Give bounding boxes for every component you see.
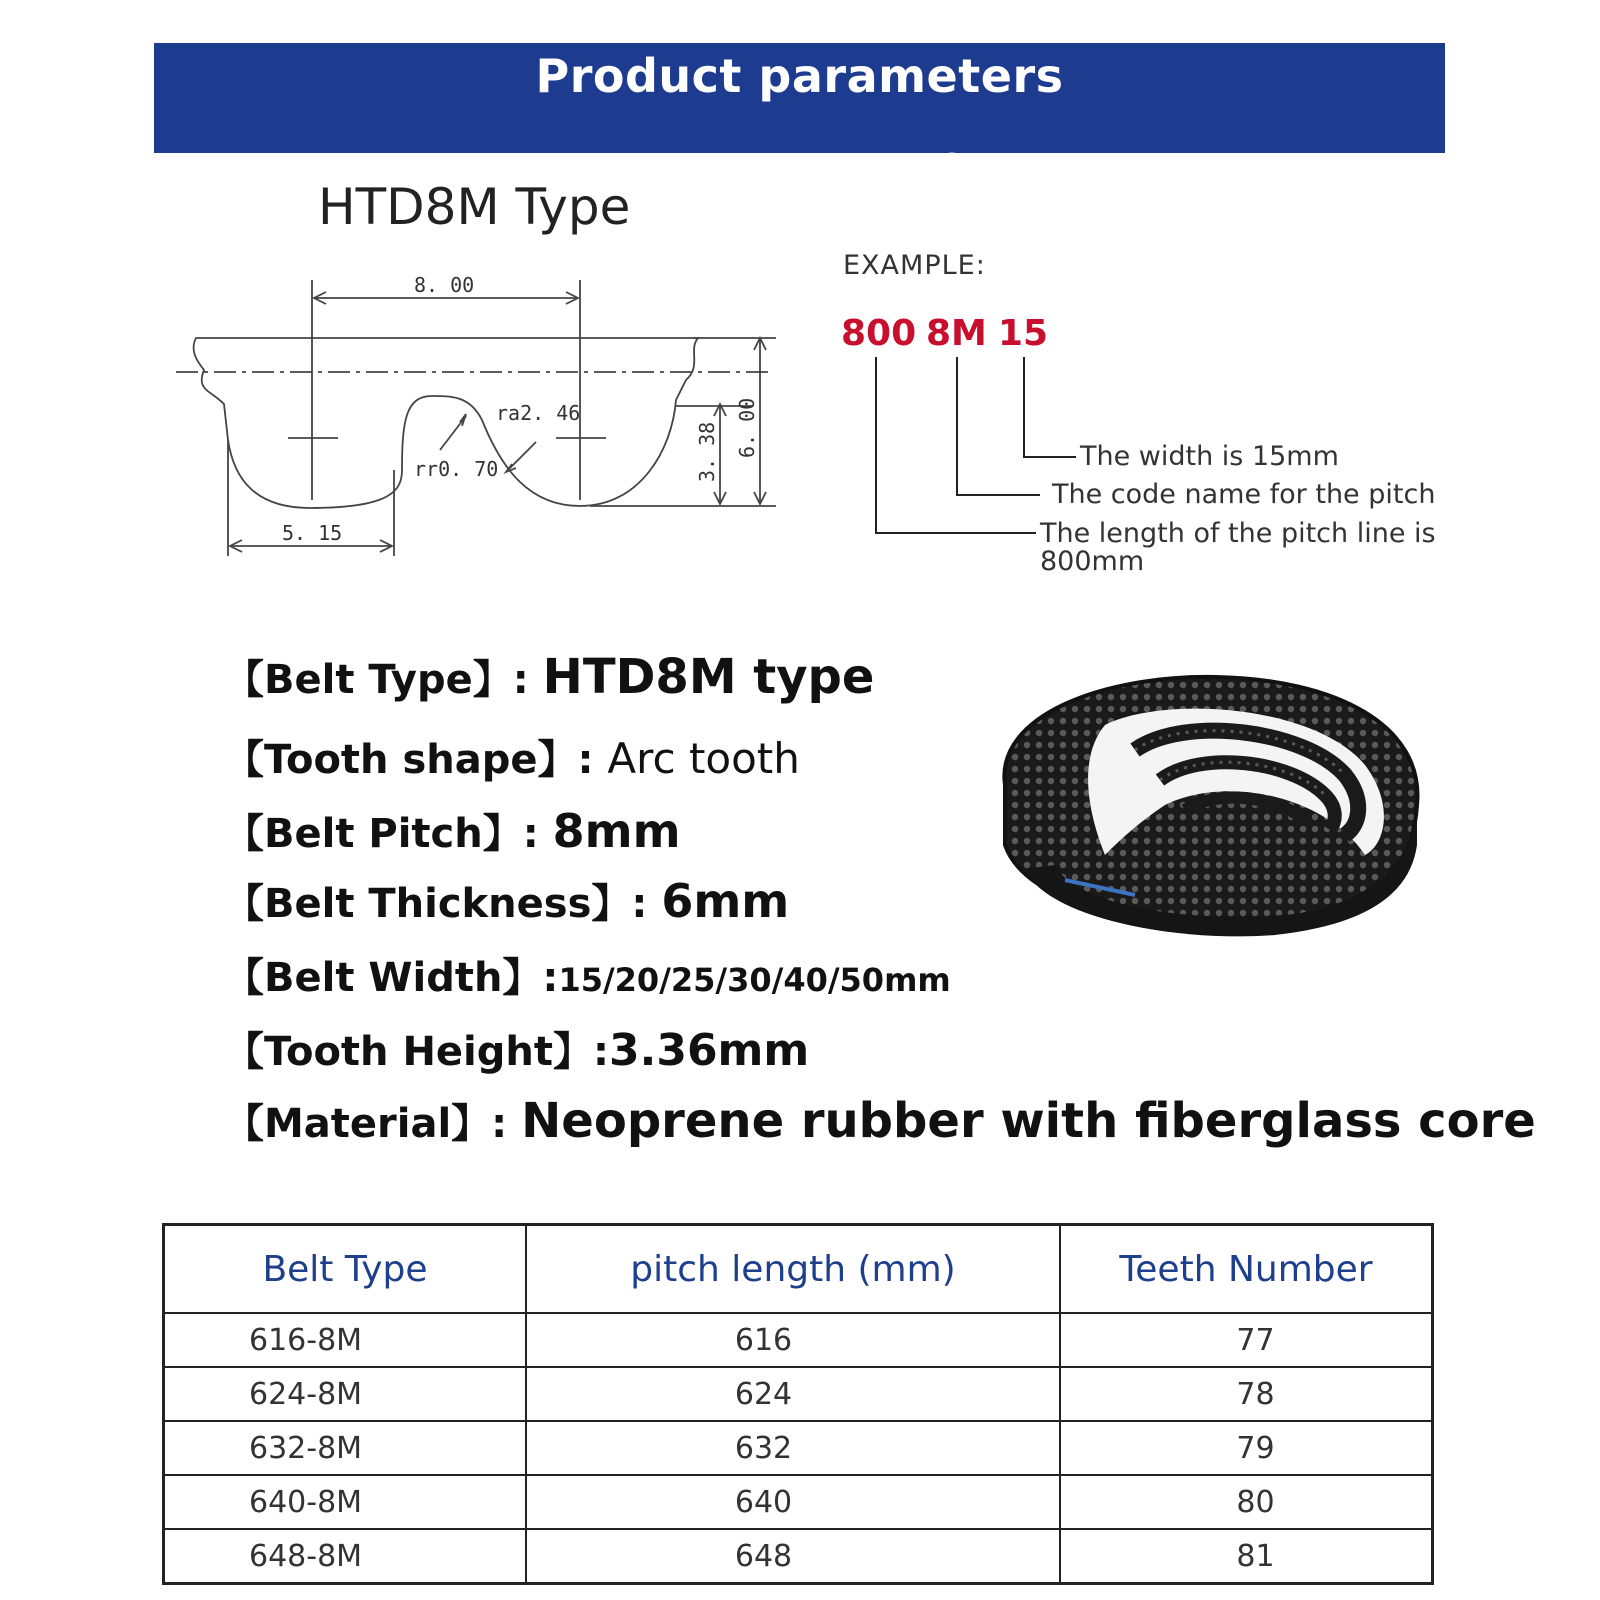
dim-radius-a-label: ra2. 46 bbox=[496, 401, 581, 425]
table-row bbox=[164, 1475, 1433, 1529]
cell-belt-type: 624-8M bbox=[164, 1367, 527, 1421]
cell-teeth-number: 81 bbox=[1060, 1529, 1433, 1584]
spec-value: 6mm bbox=[661, 874, 790, 928]
spec-label: 【Material】: bbox=[224, 1101, 522, 1147]
example-code-pitch: 8M bbox=[926, 313, 987, 354]
cell-teeth-number: 78 bbox=[1060, 1367, 1433, 1421]
header-teeth-number: Teeth Number bbox=[1060, 1225, 1433, 1314]
header-pitch-length: pitch length (mm) bbox=[526, 1225, 1060, 1314]
cell-belt-type: 648-8M bbox=[164, 1529, 527, 1584]
cell-belt-type: 632-8M bbox=[164, 1421, 527, 1475]
product-parameters-banner bbox=[154, 43, 1445, 153]
spec-label: 【Tooth Height】: bbox=[224, 1029, 609, 1075]
cell-belt-type: 640-8M bbox=[164, 1475, 527, 1529]
spec-belt-type bbox=[224, 648, 874, 705]
cell-belt-type: 616-8M bbox=[164, 1313, 527, 1367]
table-header-row bbox=[164, 1225, 1433, 1314]
dim-tooth-width-label: 5. 15 bbox=[282, 521, 343, 545]
belt-spec-table bbox=[162, 1223, 1434, 1585]
cell-teeth-number: 80 bbox=[1060, 1475, 1433, 1529]
dim-thickness-label: 6. 00 bbox=[735, 397, 759, 458]
table-row bbox=[164, 1421, 1433, 1475]
spec-belt-pitch bbox=[224, 802, 681, 859]
spec-label: 【Belt Width】: bbox=[224, 955, 559, 1001]
spec-value: HTD8M type bbox=[542, 649, 875, 705]
example-note-length-line2: 800mm bbox=[1040, 546, 1145, 577]
spec-label: 【Belt Thickness】: bbox=[224, 881, 662, 927]
spec-label: 【Belt Type】: bbox=[224, 657, 543, 703]
example-code-width: 15 bbox=[998, 313, 1049, 354]
spec-value: 3.36mm bbox=[609, 1025, 810, 1076]
chevron-down-circle-icon bbox=[932, 150, 972, 190]
spec-tooth-height bbox=[224, 1020, 809, 1077]
cell-teeth-number: 79 bbox=[1060, 1421, 1433, 1475]
banner-title: Product parameters bbox=[535, 49, 1064, 103]
example-note-pitch: The code name for the pitch bbox=[1052, 479, 1436, 510]
dim-pitch-label: 8. 00 bbox=[414, 273, 475, 297]
spec-label: 【Belt Pitch】: bbox=[224, 811, 553, 857]
example-note-length bbox=[1040, 520, 1460, 576]
dim-radius-r-label: rr0. 70 bbox=[414, 457, 499, 481]
belt-product-image bbox=[985, 655, 1435, 955]
example-note-length-line1: The length of the pitch line is bbox=[1040, 518, 1436, 549]
tooth-profile-diagram bbox=[170, 270, 810, 580]
spec-belt-thickness bbox=[224, 872, 789, 929]
spec-value: 8mm bbox=[552, 804, 681, 858]
table-row bbox=[164, 1367, 1433, 1421]
spec-label: 【Tooth shape】: bbox=[224, 737, 608, 783]
spec-value: Arc tooth bbox=[607, 734, 800, 783]
table-row bbox=[164, 1313, 1433, 1367]
spec-value: 15/20/25/30/40/50mm bbox=[558, 961, 951, 999]
spec-material bbox=[224, 1092, 1536, 1149]
cell-pitch-length: 632 bbox=[526, 1421, 1060, 1475]
header-belt-type: Belt Type bbox=[164, 1225, 527, 1314]
example-code-length: 800 bbox=[841, 313, 917, 354]
cell-teeth-number: 77 bbox=[1060, 1313, 1433, 1367]
diagram-title: HTD8M Type bbox=[318, 178, 631, 236]
cell-pitch-length: 640 bbox=[526, 1475, 1060, 1529]
cell-pitch-length: 648 bbox=[526, 1529, 1060, 1584]
spec-belt-width bbox=[224, 946, 951, 1003]
table-row bbox=[164, 1529, 1433, 1584]
cell-pitch-length: 624 bbox=[526, 1367, 1060, 1421]
example-note-width: The width is 15mm bbox=[1080, 441, 1339, 472]
spec-value: Neoprene rubber with fiberglass core bbox=[521, 1093, 1536, 1149]
example-label: EXAMPLE: bbox=[843, 250, 986, 281]
spec-tooth-shape bbox=[224, 728, 800, 785]
cell-pitch-length: 616 bbox=[526, 1313, 1060, 1367]
example-leader-lines bbox=[860, 355, 1090, 540]
dim-tooth-height-label: 3. 38 bbox=[695, 421, 719, 482]
belt-profile-outline bbox=[194, 338, 698, 508]
